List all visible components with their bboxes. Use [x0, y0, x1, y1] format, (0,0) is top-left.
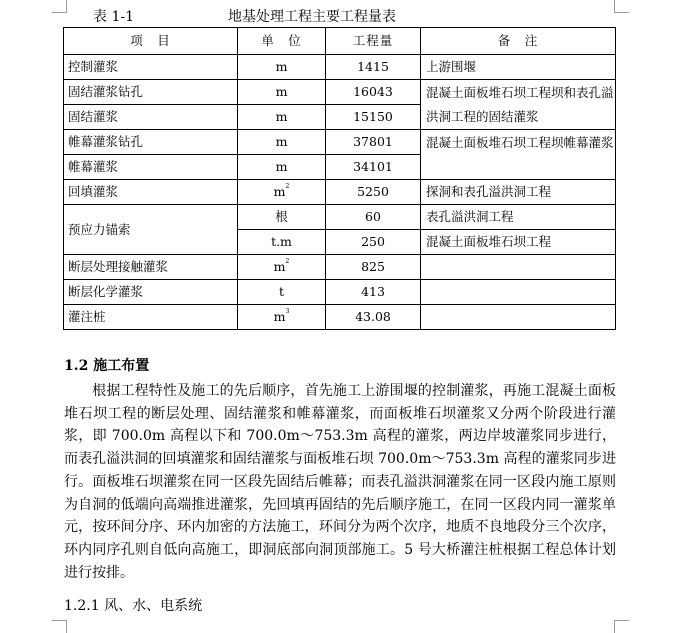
row-unit — [238, 255, 326, 280]
row-unit: m — [238, 130, 326, 155]
table-row — [64, 180, 616, 205]
unit-text: m — [273, 184, 286, 199]
row-item: 固结灌浆 — [64, 105, 238, 130]
subsection-heading: 1.2.1 风、水、电系统 — [64, 598, 203, 614]
row-quantity: 15150 — [326, 105, 421, 130]
row-quantity: 250 — [326, 230, 421, 255]
row-item: 预应力锚索 — [64, 205, 238, 255]
row-quantity: 34101 — [326, 155, 421, 180]
table-row — [64, 55, 616, 80]
row-note: 混凝土面板堆石坝工程 — [421, 230, 616, 255]
row-quantity: 825 — [326, 255, 421, 280]
table-row — [64, 205, 616, 230]
row-quantity: 1415 — [326, 55, 421, 80]
table-header-row — [64, 28, 616, 55]
row-item: 控制灌浆 — [64, 55, 238, 80]
row-quantity: 60 — [326, 205, 421, 230]
header-unit: 单 位 — [238, 28, 326, 55]
margin-mark-bottom-right — [614, 620, 629, 633]
unit-text: m — [273, 309, 286, 324]
row-item: 断层化学灌浆 — [64, 280, 238, 305]
row-item: 回填灌浆 — [64, 180, 238, 205]
quantity-table — [63, 27, 616, 330]
row-unit: m — [238, 105, 326, 130]
table-row — [64, 280, 616, 305]
unit-superscript: 3 — [285, 308, 290, 315]
row-note: 上游围堰 — [421, 55, 616, 80]
unit-text: m — [273, 259, 286, 274]
table-row — [64, 305, 616, 330]
row-item: 帷幕灌浆钻孔 — [64, 130, 238, 155]
header-quantity: 工程量 — [326, 28, 421, 55]
row-note — [421, 255, 616, 280]
row-quantity: 16043 — [326, 80, 421, 105]
row-unit — [238, 305, 326, 330]
table-row — [64, 130, 616, 155]
table-row — [64, 80, 616, 105]
table-title: 地基处理工程主要工程量表 — [228, 9, 396, 25]
row-item: 断层处理接触灌浆 — [64, 255, 238, 280]
row-item: 灌注桩 — [64, 305, 238, 330]
row-note: 探洞和表孔溢洪洞工程 — [421, 180, 616, 205]
row-quantity: 37801 — [326, 130, 421, 155]
row-quantity: 413 — [326, 280, 421, 305]
table-number: 表 1-1 — [93, 9, 134, 25]
body-paragraph — [64, 380, 616, 584]
row-quantity: 5250 — [326, 180, 421, 205]
row-note: 表孔溢洪洞工程 — [421, 205, 616, 230]
section-heading: 1.2 施工布置 — [64, 358, 150, 374]
unit-superscript: 2 — [285, 183, 290, 190]
header-item: 项 目 — [64, 28, 238, 55]
paragraph-text: 根据工程特性及施工的先后顺序，首先施工上游围堰的控制灌浆，再施工混凝土面板堆石坝工程的断层处理、固结灌浆和帷幕灌浆，而面板堆石坝灌浆又分两个阶段进行灌浆，即 700.0m 高程以下和 700.0m～753.3m 高程的灌浆，两边岸坡灌浆同步进行，而表孔溢洪洞的回填灌浆和固结灌浆与面板堆石坝 700.0m～753.3m 高程的灌浆同步进行。面板堆石坝灌浆在同一区段先固结后帷幕；而表孔溢洪洞灌浆在同一区段内施工原则为自洞的低端向高端推进灌浆，先回填再固结的先后顺序施工，在同一区段内同一灌浆单元，按环间分序、环内加密的方法施工，环间分为两个次序，地质不良地段分三个次序，环内同序孔则自低向高施工，即洞底部向洞顶部施工。5 号大桥灌注桩根据工程总体计划进行按排。 — [64, 383, 616, 581]
row-unit — [238, 180, 326, 205]
table-caption — [0, 5, 681, 25]
margin-mark-bottom-left — [52, 620, 67, 633]
row-unit: m — [238, 155, 326, 180]
row-unit: m — [238, 55, 326, 80]
row-unit: 根 — [238, 205, 326, 230]
row-unit: t.m — [238, 230, 326, 255]
table-row — [64, 255, 616, 280]
row-note — [421, 280, 616, 305]
unit-superscript: 2 — [285, 258, 290, 265]
row-note — [421, 305, 616, 330]
row-item: 固结灌浆钻孔 — [64, 80, 238, 105]
row-quantity: 43.08 — [326, 305, 421, 330]
row-unit: m — [238, 80, 326, 105]
row-note: 混凝土面板堆石坝工程坝帷幕灌浆 — [421, 130, 616, 180]
row-item: 帷幕灌浆 — [64, 155, 238, 180]
row-note: 混凝土面板堆石坝工程坝和表孔溢洪洞工程的固结灌浆 — [421, 80, 616, 130]
header-note: 备 注 — [421, 28, 616, 55]
row-unit: t — [238, 280, 326, 305]
